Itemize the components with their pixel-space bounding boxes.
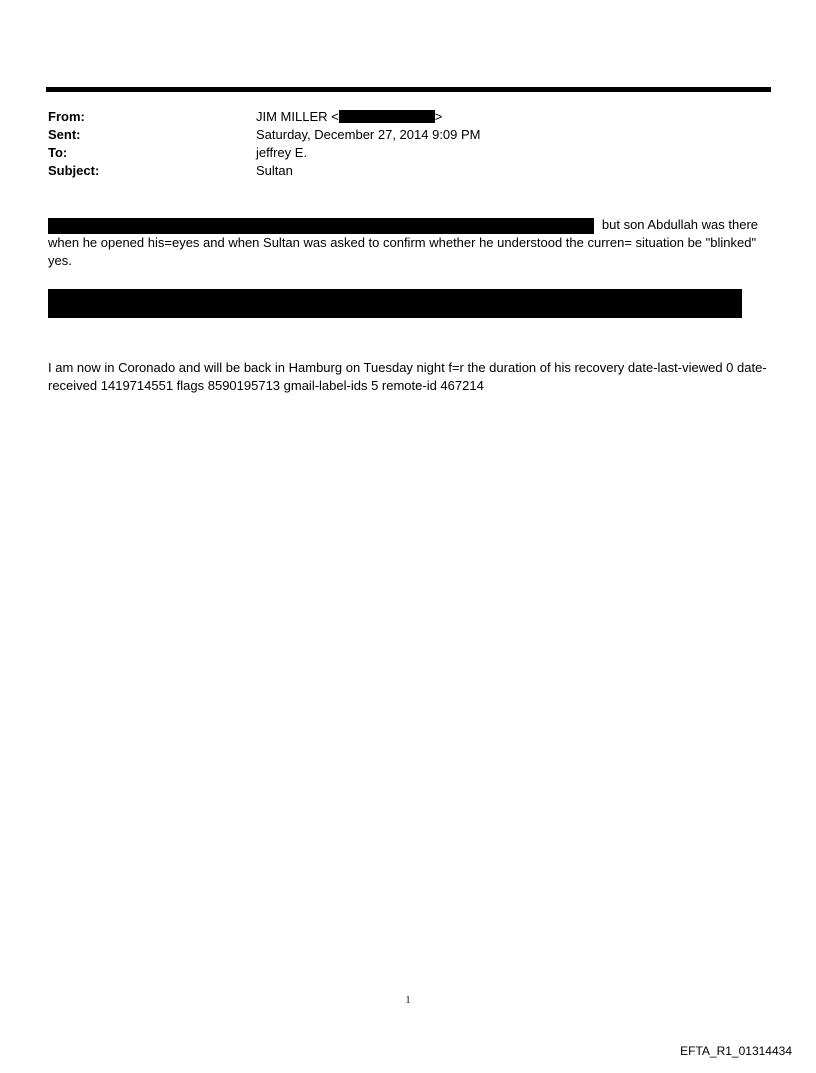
- header-rule: [46, 87, 771, 92]
- to-label: To:: [48, 145, 68, 160]
- page-number: 1: [405, 995, 411, 1006]
- to-value: jeffrey E.: [256, 145, 308, 160]
- redaction-block: [48, 289, 742, 318]
- document-id: EFTA_R1_01314434: [680, 1044, 792, 1058]
- paragraph-1-first-line: [48, 216, 768, 234]
- body-paragraph-1: [48, 216, 768, 270]
- sent-value: Saturday, December 27, 2014 9:09 PM: [256, 127, 481, 142]
- paragraph-1-tail: but son Abdullah was there: [601, 217, 758, 232]
- body-paragraph-3: I am now in Coronado and will be back in Hamburg on Tuesday night f=r the duration of his recovery date-last-viewed 0 date-received 1419714551 flags 8590195713 gmail-label-ids 5 remote-id 467214: [48, 360, 767, 393]
- from-name: JIM MILLER <: [256, 109, 339, 124]
- paragraph-1-rest: when he opened his=eyes and when Sultan was asked to confirm whether he understood the curren= situation be "blinked" yes.: [48, 235, 757, 268]
- from-label: From:: [48, 109, 85, 124]
- subject-label: Subject:: [48, 163, 100, 178]
- subject-value: Sultan: [256, 163, 293, 178]
- redaction-bar: [48, 218, 594, 234]
- sent-label: Sent:: [48, 127, 81, 142]
- redacted-email: [339, 110, 435, 123]
- from-value: [256, 108, 442, 126]
- from-suffix: >: [434, 109, 443, 124]
